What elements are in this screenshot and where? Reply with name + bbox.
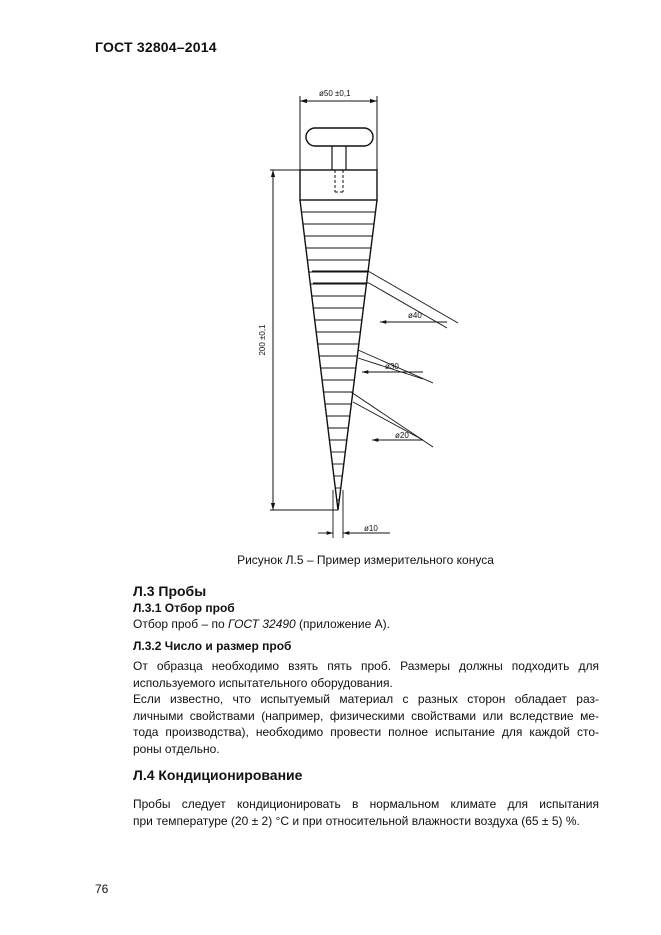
dim-d30: ø30 (385, 362, 399, 371)
gost-reference-link: ГОСТ 32490 (227, 617, 296, 631)
dim-d40: ø40 (408, 311, 422, 320)
section-l4-title: Л.4 Кондиционирование (133, 767, 303, 783)
dim-height: 200 ±0,1 (258, 324, 267, 356)
dim-top-width: ø50 ±0,1 (319, 89, 351, 98)
dim-d20: ø20 (395, 431, 409, 440)
page-number: 76 (95, 882, 109, 896)
subsection-l3-1-title: Л.3.1 Отбор проб (133, 601, 235, 615)
subsection-l3-2-title: Л.3.2 Число и размер проб (133, 639, 292, 653)
document-code-header: ГОСТ 32804–2014 (95, 39, 217, 55)
figure-caption: Рисунок Л.5 – Пример измерительного конуса (237, 553, 494, 567)
section-l3-title: Л.3 Пробы (133, 583, 207, 599)
subsection-l3-1-text: Отбор проб – по ГОСТ 32490 (приложение А). (133, 617, 390, 631)
paragraph-samples-count: От образца необходимо взять пять проб. Размеры должны подходить для используемого испытательного оборудования. (133, 659, 599, 690)
dim-tip: ø10 (364, 524, 378, 533)
paragraph-material-sides: Если известно, что испытуемый материал с разных сторон обладает раз- личными свойствами (например, физическими свойствами или вследствие ме- тода производства), необходимо провести полное испытание для каждой сто- роны отдельно. (133, 692, 599, 756)
paragraph-conditioning: Пробы следует кондиционировать в нормальном климате для испытания при температуре (20 ± 2) °С и при относительной влажности воздуха (65 ± 5) %. (133, 797, 599, 828)
